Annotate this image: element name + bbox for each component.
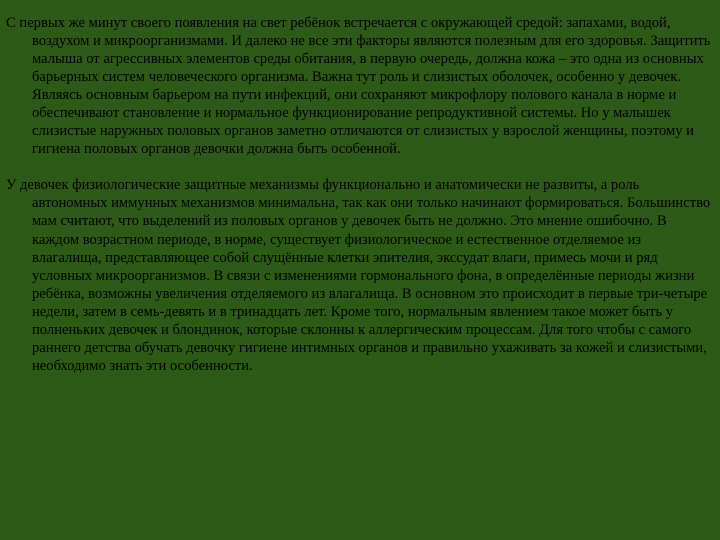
paragraph-physiological-mechanisms: У девочек физиологические защитные механизмы функционально и анатомически не развиты, а роль автономных иммунных механизмов минимальна, так как они только начинают формироваться. Большинство мам считают, что выделений из половых органов у девочек быть не должно. Это мнение ошибочно. В каждом возрастном периоде, в норме, существует физиологическое и естественное отделяемое из влагалища, представляющее собой слущённые клетки эпителия, экссудат влаги, примесь мочи и ряд условных микроорганизмов. В связи с изменениями гормонального фона, в определённые периоды жизни ребёнка, возможны увеличения отделяемого из влагалища. В основном это происходит в первые три-четыре недели, затем в семь-девять и в тринадцать лет. Кроме того, нормальным явлением такое может быть у полненьких девочек и блондинок, которые склонны к аллергическим процессам. Для того чтобы с самого раннего детства обучать девочку гигиене интимных органов и правильно ухаживать за кожей и слизистыми, необходимо знать эти особенности. — [6, 177, 711, 374]
paragraph-skin-and-mucosa: С первых же минут своего появления на свет ребёнок встречается с окружающей средой: запахами, водой, воздухом и микроорганизмами. И далеко не все эти факторы являются полезным для его здоровья. Защитить малыша от агрессивных элементов среды обитания, в первую очередь, должна кожа – это одна из основных барьерных систем человеческого организма. Важна тут роль и слизистых оболочек, особенно у девочек. Являясь основным барьером на пути инфекций, они сохраняют микрофлору полового канала в норме и обеспечивают становление и нормальное функционирование репродуктивной системы. Но у малышек слизистые наружных половых органов заметно отличаются от слизистых у взрослой женщины, поэтому и гигиена половых органов девочки должна быть особенной. — [6, 15, 711, 158]
slide-text-area — [6, 14, 712, 375]
